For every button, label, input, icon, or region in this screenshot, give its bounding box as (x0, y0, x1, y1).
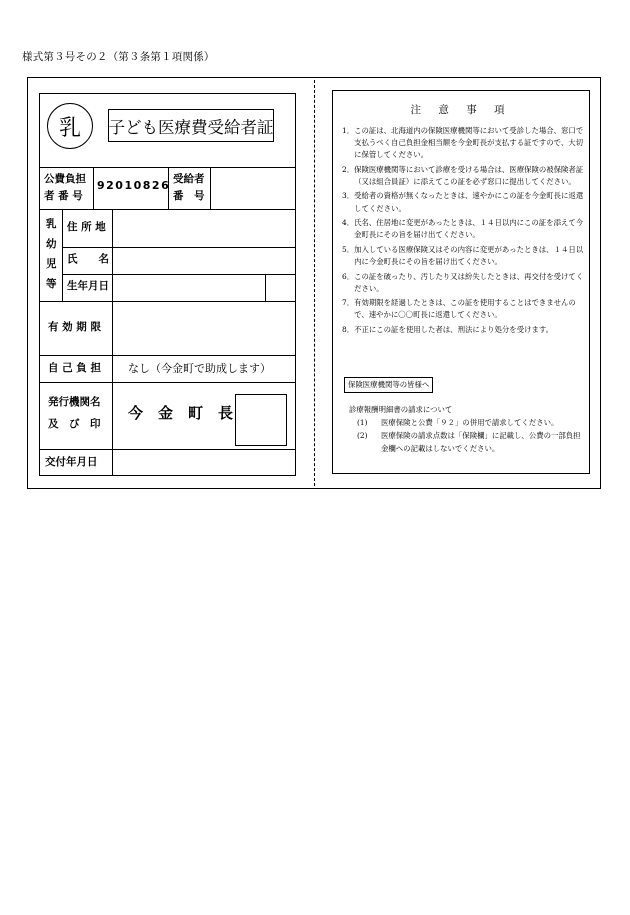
notice-item-number: 5． (342, 244, 355, 254)
notice-item (342, 217, 584, 241)
issue-date-label: 交付年月日 (45, 456, 98, 468)
payer-number-label-2: 者 番 号 (44, 190, 83, 202)
billing-item-text: 医療保険と公費「９２」の併用で請求してください。 (381, 418, 559, 427)
issuer-value: 今 金 町 長 (128, 404, 234, 422)
billing-item-text: 医療保険の請求点数は「保険欄」に記載し、公費の一部負担金欄への記載はしないでください。 (381, 431, 581, 453)
payer-number-label-1: 公費負担 (44, 173, 86, 185)
infant-label-1: 乳 (46, 218, 57, 230)
row-line (40, 449, 295, 450)
infant-label-2: 幼 (46, 238, 57, 250)
billing-heading: 診療報酬明細書の請求について (349, 405, 453, 414)
form-caption: 様式第３号その２（第３条第１項関係） (22, 51, 215, 63)
notice-item-number: 2． (342, 164, 355, 174)
recipient-card (39, 93, 296, 476)
billing-item (349, 429, 583, 455)
notice-item-number: 3． (342, 191, 355, 201)
notice-item-text: 加入している医療保険又はその内容に変更があったときは、１４日以内に今金町長にその旨を届け出てください。 (354, 244, 584, 266)
billing-item-number: (1) (357, 418, 368, 427)
notice-item-number: 7． (342, 298, 355, 308)
notice-item (342, 324, 584, 336)
notice-item-number: 8． (342, 324, 355, 334)
issuer-label-1: 発行機関名 (48, 396, 101, 408)
name-label: 氏 名 (67, 253, 109, 265)
recipient-number-label-2: 番 号 (173, 190, 205, 202)
notice-item (342, 271, 584, 295)
notice-item-number: 6． (342, 271, 355, 281)
infant-emblem: 乳 (47, 103, 93, 149)
row-line (62, 247, 295, 248)
row-line (62, 274, 295, 275)
self-pay-label: 自 己 負 担 (48, 362, 101, 374)
card-title: 子ども医療費受給者証 (108, 109, 274, 142)
birth-date-label: 生年月日 (67, 280, 109, 292)
billing-section (349, 403, 583, 455)
infant-label-3: 児 (46, 258, 57, 270)
notice-item-text: 保険医療機関等において診療を受ける場合は、医療保険の被保険者証（又は組合員証）に添えてこの証を必ず窓口に提出してください。 (354, 164, 584, 186)
payer-number-value: 92010826 (97, 179, 171, 192)
col-line (112, 449, 113, 475)
col-line (112, 209, 113, 449)
self-pay-value: なし（今金町で助成します） (128, 362, 271, 375)
row-line (40, 209, 295, 210)
address-label: 住 所 地 (67, 221, 106, 233)
validity-label: 有 効 期 限 (48, 321, 101, 333)
notice-item-text: この証を破ったり、汚したり又は紛失したときは、再交付を受けてください。 (354, 271, 584, 293)
medical-institutions-box: 保険医療機関等の皆様へ (344, 377, 433, 393)
row-line (40, 382, 295, 383)
notice-list (342, 125, 584, 339)
notice-item-text: この証は、北海道内の保険医療機関等において受診した場合、窓口で支払うべく自己負担金相当額を今金町長が支払する証ですので、大切に保管してください。 (354, 126, 584, 160)
infant-label-4: 等 (46, 278, 57, 290)
notice-item (342, 125, 584, 161)
notice-item (342, 297, 584, 321)
notice-item-text: 受給者の資格が無くなったときは、速やかにこの証を今金町長に返還してください。 (354, 191, 584, 213)
col-line (93, 167, 94, 209)
official-seal-box (235, 394, 287, 446)
billing-item (349, 416, 583, 429)
recipient-number-label-1: 受給者 (173, 173, 205, 185)
row-line (40, 301, 295, 302)
notice-title: 注 意 事 項 (410, 104, 512, 116)
notice-item-text: 有効期限を経過したときは、この証を使用することはできませんので、速やかに〇〇町長に返還してください。 (354, 298, 576, 320)
notice-item-text: 不正にこの証を使用した者は、刑法により処分を受けます。 (354, 324, 554, 334)
notice-item (342, 164, 584, 188)
billing-item-number: (2) (357, 431, 368, 440)
row-line (40, 355, 295, 356)
col-line (210, 167, 211, 209)
notice-item-number: 1． (342, 126, 355, 135)
notice-item (342, 244, 584, 268)
issuer-label-2: 及 び 印 (48, 418, 101, 430)
fold-line (314, 80, 315, 486)
notice-item (342, 190, 584, 214)
col-line (62, 209, 63, 301)
notice-item-text: 氏名、住居地に変更があったときは、１４日以内にこの証を添えて今金町長にその旨を届け出てください。 (354, 218, 584, 240)
col-line (265, 274, 266, 301)
notice-panel (332, 90, 590, 474)
notice-item-number: 4． (342, 218, 355, 228)
